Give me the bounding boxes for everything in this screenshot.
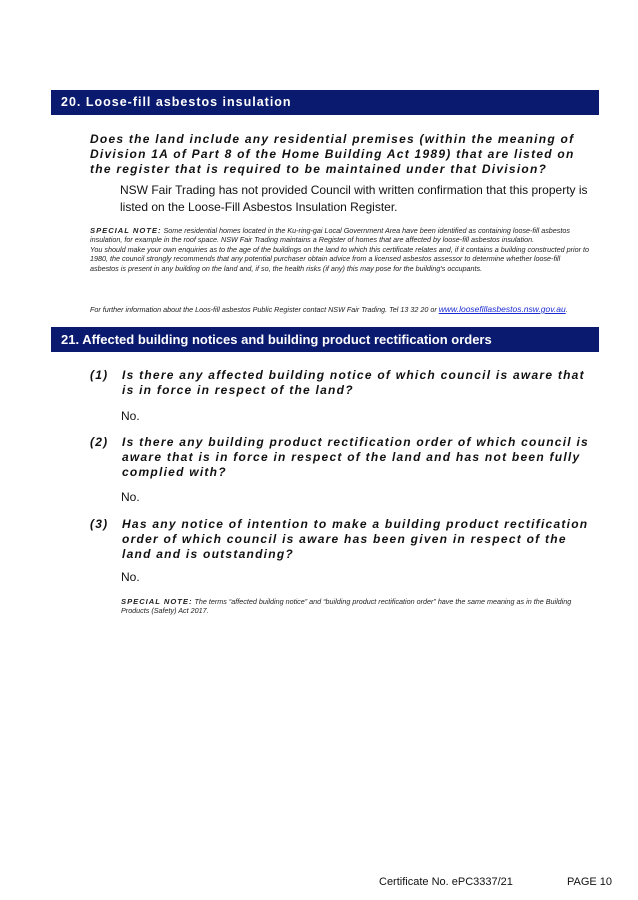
question-1-answer: No.: [121, 409, 140, 423]
section-21-special-note: [121, 597, 596, 616]
further-info: [90, 305, 610, 314]
section-21-header: 21. Affected building notices and building product rectification orders: [51, 327, 599, 352]
section-20-question: Does the land include any residential premises (within the meaning of Division 1A of Part 8 of the Home Building Act 1989) that are listed on the register that is required to be maintained under that Division?: [90, 132, 575, 176]
special-note-label: SPECIAL NOTE:: [121, 597, 193, 606]
certificate-number: Certificate No. ePC3337/21: [379, 876, 513, 888]
question-text: Is there any affected building notice of which council is aware that is in force in respect of the land?: [122, 368, 585, 397]
section-20-special-note: [90, 226, 590, 273]
question-number: (2): [90, 435, 109, 449]
special-note-label: SPECIAL NOTE:: [90, 226, 162, 235]
section-20-answer: NSW Fair Trading has not provided Council with written confirmation that this property is listed on the Loose-Fill Asbestos Insulation Register.: [120, 183, 588, 214]
special-note-text: Some residential homes located in the Ku-ring-gai Local Government Area have been identified as containing loose-fill asbestos insulation, for example in the roof space. NSW Fair Trading maintains a Register of homes that are affected by loose-fill asbestos insulation.: [90, 226, 570, 245]
question-number: (3): [90, 517, 109, 531]
link-suffix: .: [565, 305, 568, 314]
question-number: (1): [90, 368, 109, 382]
special-note-text: The terms “affected building notice” and “building product rectification order” have the same meaning as in the Building Products (Safety) Act 2017.: [121, 597, 572, 616]
page-number: PAGE 10: [567, 876, 613, 888]
question-2: [90, 435, 600, 480]
question-2-answer: No.: [121, 490, 140, 504]
section-20-header: 20. Loose-fill asbestos insulation: [51, 90, 599, 115]
question-3-answer: No.: [121, 570, 140, 584]
question-3: [90, 517, 600, 562]
further-info-text: For further information about the Loos-fill asbestos Public Register contact NSW Fair Trading. Tel 13 32 20 or: [90, 305, 439, 314]
question-text: Is there any building product rectification order of which council is aware that is in force in respect of the land and has not been fully complied with?: [122, 435, 589, 479]
register-link[interactable]: www.loosefillasbestos.nsw.gov.au: [438, 304, 566, 314]
question-1: [90, 368, 600, 400]
special-note-text-2: You should make your own enquiries as to the age of the buildings on the land to which this certificate relates and, if it contains a building constructed prior to 1980, the council strongly recommends that any potential purchaser obtain advice from a licensed asbestos assessor to determine whether loose-fill asbestos is present in any building on the land and, if so, the health risks (if any) this may pose for the building's occupants.: [90, 244, 590, 273]
question-text: Has any notice of intention to make a building product rectification order of which council is aware has been given in respect of the land and is outstanding?: [122, 517, 589, 561]
